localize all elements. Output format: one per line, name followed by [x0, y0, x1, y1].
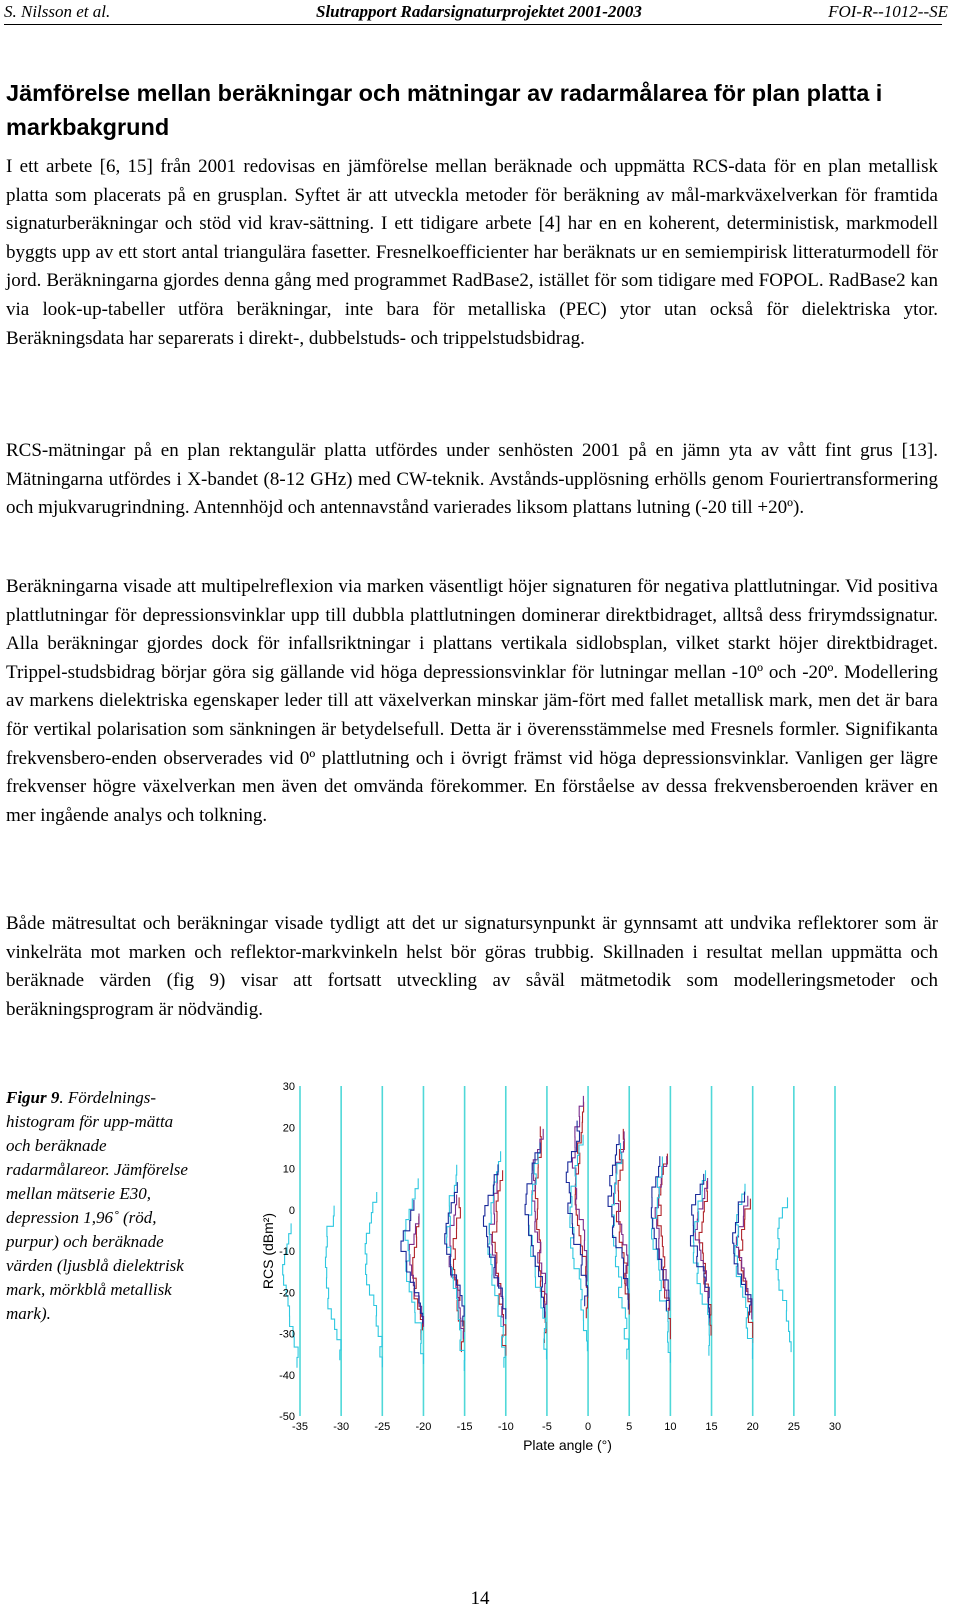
page-number: 14 — [470, 1588, 490, 1609]
x-tick-label: -15 — [456, 1421, 473, 1433]
x-tick-label: 25 — [787, 1421, 800, 1433]
header-rule — [4, 24, 942, 25]
chart-tick-labels — [279, 1081, 841, 1433]
x-tick-label: 0 — [585, 1421, 592, 1433]
figure-label: Figur 9 — [6, 1088, 60, 1107]
x-tick-label: -5 — [542, 1421, 552, 1433]
y-tick-label: -30 — [279, 1328, 295, 1341]
y-tick-label: -50 — [279, 1411, 295, 1423]
x-tick-label: 20 — [746, 1421, 759, 1433]
paragraph-1: I ett arbete [6, 15] från 2001 redovisas en jämförelse mellan beräknade och uppmätta RCS-data för en plan metallisk platta som placerats på en grusplan. Syftet är att utveckla metoder för beräkning av mål-markväxelverkan för framtida signaturberäkningar och stöd vid krav-sättning. I ett tidigare arbete [4] har en en koherent, deterministisk, markmodell byggts upp av ett stort antal triangulära fasetter. Fresnelkoefficienter har beräknats ur en semiempirisk litteraturmodell för jord. Beräkningarna gjordes denna gång med programmet RadBase2, istället för som tidigare med FOPOL. RadBase2 kan via look-up-tabeller utföra beräkningar, inte bara för metalliska (PEC) ytor utan också för dielektriska ytor. Beräkningsdata har separerats i direkt-, dubbelstuds- och trippelstudsbidrag. — [6, 156, 938, 349]
x-axis-label: Plate angle (°) — [523, 1437, 612, 1453]
y-tick-label: -10 — [279, 1246, 295, 1258]
figure-caption — [6, 1086, 196, 1326]
histogram-2-angle--5 — [529, 1143, 547, 1360]
section-title: Jämförelse mellan beräkningar och mätningar av radarmålarea för plan platta i markbakgrund — [6, 80, 883, 140]
x-tick-label: -20 — [415, 1421, 432, 1433]
y-tick-label: -20 — [279, 1287, 295, 1300]
y-tick-label: 0 — [288, 1204, 295, 1217]
y-tick-label: -40 — [279, 1369, 295, 1382]
x-tick-label: 10 — [664, 1421, 677, 1433]
x-tick-label: -10 — [497, 1421, 514, 1433]
x-tick-label: -25 — [374, 1421, 391, 1433]
paragraph-2: RCS-mätningar på en plan rektangulär platta utfördes under senhösten 2001 på en jämn yta av vått fint grus [13]. Mätningarna utfördes i X-bandet (8-12 GHz) med CW-teknik. Avstånds-upplösning erhölls genom Fouriertransformering och mjukvarugrindning. Antennhöjd och antennavstånd varierades liksom plattans lutning (-20 till +20º). — [6, 440, 938, 519]
y-axis-label: RCS (dBm²) — [260, 1212, 276, 1290]
header-author: S. Nilsson et al. — [4, 2, 111, 21]
histogram-0-angle-10 — [658, 1154, 671, 1340]
x-tick-label: -35 — [292, 1421, 308, 1433]
y-tick-label: 30 — [282, 1081, 295, 1093]
histogram-3-angle--15 — [445, 1182, 464, 1326]
paragraph-3: Beräkningarna visade att multipelreflexion via marken väsentligt höjer signaturen för negativa plattlutningar. Vid positiva plattlutningar för depressionsvinklar upp till dubbla plattlutningen dominerar direktbidraget, alltså dess frirymdssignatur. Alla beräkningar gjordes dock för infallsriktningar i plattans vertikala sidlobsplan, vilket starkt höjer direktbidraget. Trippel-studsbidrag börjar göra sig gällande vid höga depressionsvinklar för lutningar mellan -10º och -20º. Modellering av markens dielektriska egenskaper leder till att växelverkan minskar jäm-fört med fallet metallisk mark, men det är bara för vertikal polarisation som sänkningen är betydelsefull. Detta är i överensstämmelse med Fresnels formler. Signifikanta frekvensbero-enden observerades vid 0º plattlutning och i övrigt främst vid höga depressionsvinklar. Vanligen ger lägre frekvenser högre växelverkan men även det omvända förekommer. En förståelse av dessa frekvensberoenden kräver en mer ingående analys och tolkning. — [6, 576, 938, 826]
figure-caption-text: . Fördelnings-histogram för upp-mätta och beräknade radarmålareor. Jämförelse mellan mätserie E30, depression 1,96˚ (röd, purpur) och beräknade värden (ljusblå dielektrisk mark, mörkblå metallisk mark). — [6, 1088, 188, 1323]
chart-grid — [300, 1086, 835, 1416]
y-tick-label: 10 — [282, 1163, 295, 1176]
header-report-title: Slutrapport Radarsignaturprojektet 2001-2003 — [316, 2, 642, 21]
header-report-number: FOI-R--1012--SE — [828, 2, 948, 21]
x-tick-label: -30 — [333, 1421, 350, 1433]
chart-series — [283, 1096, 791, 1371]
histogram-2-angle--25 — [365, 1192, 382, 1367]
histogram-1-angle-0 — [572, 1096, 587, 1282]
y-tick-label: 20 — [282, 1122, 295, 1135]
histogram-3-angle-10 — [651, 1156, 668, 1311]
x-tick-label: 15 — [705, 1421, 718, 1433]
rcs-histogram-chart — [225, 1078, 885, 1508]
histogram-3-angle-0 — [566, 1121, 587, 1307]
histogram-1-angle--5 — [532, 1129, 547, 1315]
paragraph-4: Både mätresultat och beräkningar visade tydligt att det ur signatursynpunkt är gynnsamt att undvika reflektorer som är vinkelräta mot marken och reflektor-markvinkeln helst bör göras trubbig. Skillnaden i resultat mellan uppmätta och beräknade värden (fig 9) visar att fortsatt utveckling av såväl mätmetodik som modelleringsmetoder och beräkningsprogram är nödvändig. — [6, 913, 938, 1020]
x-tick-label: 30 — [828, 1421, 842, 1433]
histogram-2-angle--15 — [447, 1165, 465, 1371]
histogram-1-angle--15 — [449, 1195, 463, 1339]
histogram-2-angle--30 — [326, 1206, 341, 1361]
x-tick-label: 5 — [626, 1421, 633, 1433]
running-header — [0, 0, 960, 24]
histogram-2-angle-25 — [776, 1197, 791, 1352]
